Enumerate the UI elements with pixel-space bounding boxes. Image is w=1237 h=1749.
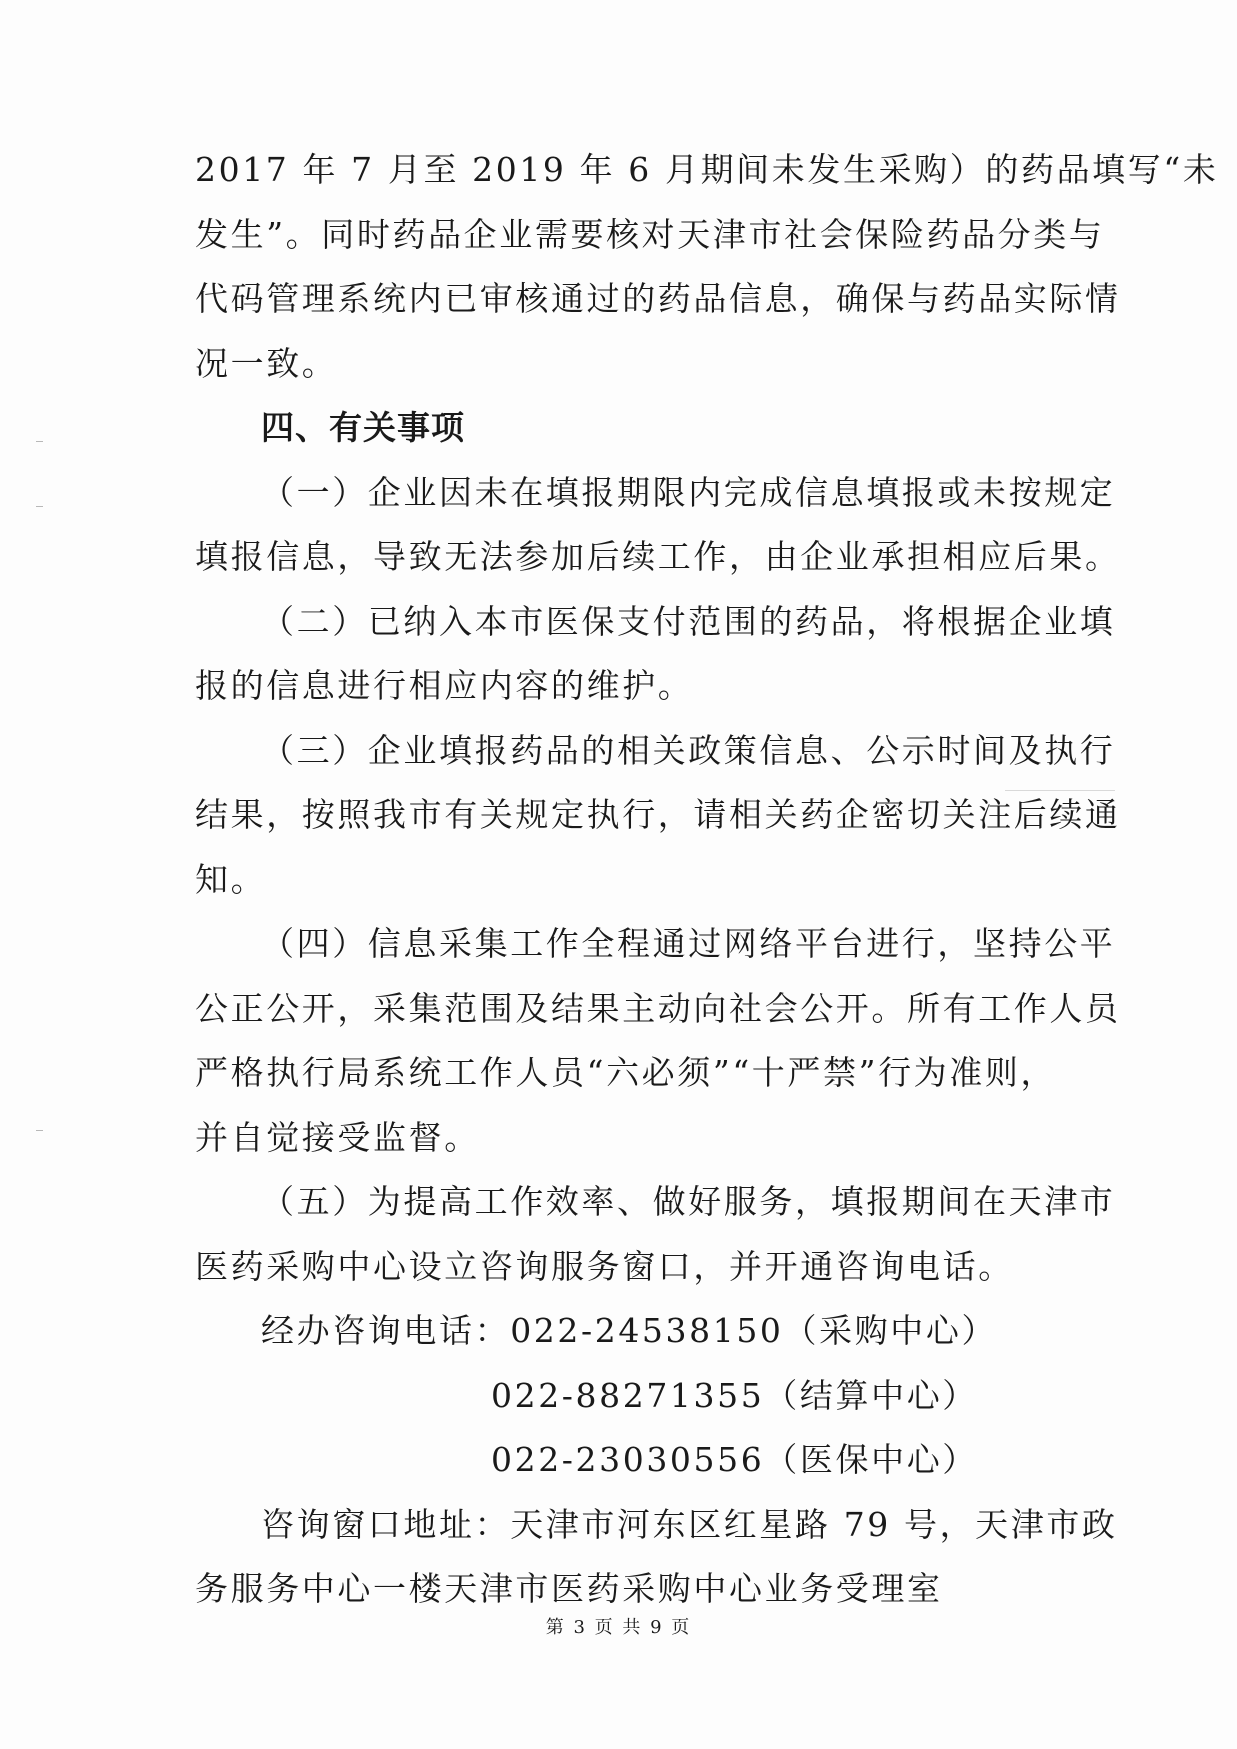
scan-margin-mark: [36, 1130, 43, 1131]
phone-row: [195, 1299, 1055, 1364]
paragraph-line: 2017 年 7 月至 2019 年 6 月期间未发生采购）的药品填写“未: [195, 150, 1219, 189]
phone-number: 022-23030556（医保中心）: [491, 1440, 978, 1479]
paragraph-line: 代码管理系统内已审核通过的药品信息，确保与药品实际情: [195, 279, 1121, 318]
phone-number: 022-24538150（采购中心）: [510, 1311, 998, 1350]
page-number-footer: 第 3 页 共 9 页: [545, 1617, 692, 1638]
scan-margin-mark: [36, 506, 43, 507]
paragraph-line: 发生”。同时药品企业需要核对天津市社会保险药品分类与: [195, 214, 1105, 254]
item-5-line: （五）为提高工作效率、做好服务，填报期间在天津市: [261, 1182, 1116, 1221]
item-3-line: 结果，按照我市有关规定执行，请相关药企密切关注后续通: [195, 795, 1121, 834]
phone-label: 经办咨询电话：: [261, 1311, 511, 1350]
item-3-line: （三）企业填报药品的相关政策信息、公示时间及执行: [261, 730, 1116, 770]
paragraph-line: 况一致。: [195, 343, 338, 383]
item-1-line: （一）企业因未在填报期限内完成信息填报或未按规定: [261, 472, 1116, 512]
item-2-line: （二）已纳入本市医保支付范围的药品，将根据企业填: [261, 601, 1116, 641]
address-line: 咨询窗口地址：天津市河东区红星路 79 号，天津市政: [261, 1504, 1118, 1544]
phone-number: 022-88271355（结算中心）: [491, 1375, 978, 1415]
scan-margin-mark: [36, 441, 43, 442]
item-4-line: 严格执行局系统工作人员“六必须”“十严禁”行为准则，: [195, 1053, 1057, 1092]
document-body: [195, 138, 1219, 1622]
item-3-line: 知。: [195, 859, 267, 899]
item-4-line: 并自觉接受监督。: [195, 1117, 480, 1157]
item-4-line: 公正公开，采集范围及结果主动向社会公开。所有工作人员: [195, 988, 1121, 1028]
address-line: 务服务中心一楼天津市医药采购中心业务受理室: [195, 1569, 943, 1608]
item-2-line: 报的信息进行相应内容的维护。: [195, 666, 694, 705]
item-5-line: 医药采购中心设立咨询服务窗口，并开通咨询电话。: [195, 1246, 1014, 1286]
item-4-line: （四）信息采集工作全程通过网络平台进行，坚持公平: [261, 924, 1116, 963]
section-heading: 四、有关事项: [261, 408, 465, 447]
item-1-line: 填报信息，导致无法参加后续工作，由企业承担相应后果。: [195, 537, 1121, 576]
